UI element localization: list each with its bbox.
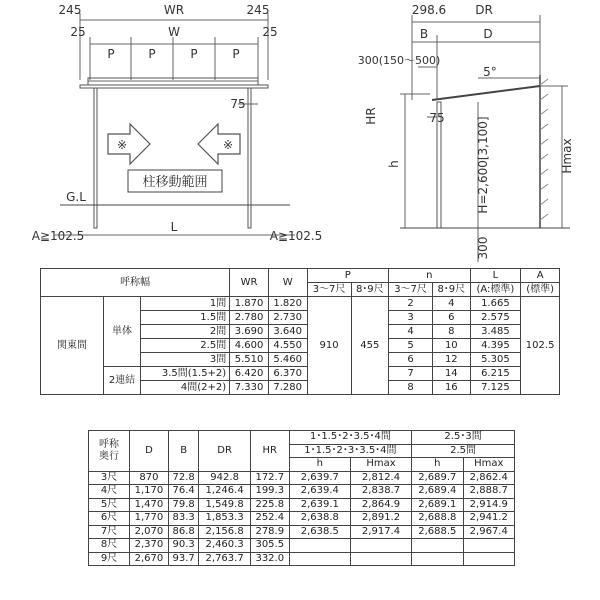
- a-cell: 102.5: [521, 297, 560, 395]
- sub-a: (標準): [521, 283, 560, 297]
- d-cell: 2,670: [130, 552, 169, 566]
- header-h: h: [289, 458, 350, 472]
- n2-cell: 16: [433, 381, 470, 395]
- front-view: [55, 13, 295, 235]
- dr-cell: 2,763.7: [199, 552, 250, 566]
- table-row: [89, 498, 515, 512]
- hr-cell: 332.0: [250, 552, 289, 566]
- depth-cell: 6尺: [89, 512, 130, 526]
- h-cell: 2,689.7: [412, 471, 463, 485]
- hmax-cell: [350, 539, 411, 553]
- hmax-cell: [463, 552, 514, 566]
- dim-a-right: A≧102.5: [269, 229, 323, 243]
- hmax-cell: 2,838.7: [350, 485, 411, 499]
- dim-p: P: [190, 47, 198, 61]
- w-cell: 3.640: [268, 325, 307, 339]
- dim-25-right: 25: [262, 25, 278, 39]
- table-row: [89, 525, 515, 539]
- hmax-cell: [463, 539, 514, 553]
- w-cell: 2.730: [268, 311, 307, 325]
- wr-cell: 7.330: [230, 381, 269, 395]
- dim-l: L: [170, 220, 178, 234]
- depth-cell: 3尺: [89, 471, 130, 485]
- width-cell: 3.5間(1.5+2): [141, 367, 230, 381]
- l-cell: 5.305: [470, 353, 521, 367]
- hr-cell: 305.5: [250, 539, 289, 553]
- hmax-cell: 2,917.4: [350, 525, 411, 539]
- hmax-cell: 2,888.7: [463, 485, 514, 499]
- l-cell: 4.395: [470, 339, 521, 353]
- d-cell: 2,370: [130, 539, 169, 553]
- l-cell: 2.575: [470, 311, 521, 325]
- h-cell: 2,639.7: [289, 471, 350, 485]
- dr-cell: 1,246.4: [199, 485, 250, 499]
- hmax-cell: 2,967.4: [463, 525, 514, 539]
- dim-75: 75: [230, 97, 246, 111]
- hmax-label: Hmax: [560, 138, 574, 174]
- h-cell: [412, 552, 463, 566]
- d-cell: 1,470: [130, 498, 169, 512]
- h-cell: [289, 552, 350, 566]
- wr-cell: 6.420: [230, 367, 269, 381]
- header-n: n: [389, 269, 471, 283]
- range-label: 柱移動範囲: [142, 175, 208, 190]
- dr-cell: 942.8: [199, 471, 250, 485]
- sub-n2: 8･9尺: [433, 283, 470, 297]
- header-b: B: [168, 431, 199, 472]
- sub-p1: 3～7尺: [307, 283, 351, 297]
- n1-cell: 4: [389, 325, 433, 339]
- n1-cell: 8: [389, 381, 433, 395]
- w-cell: 5.460: [268, 353, 307, 367]
- dim-300: 300: [476, 236, 490, 260]
- hmax-cell: 2,891.2: [350, 512, 411, 526]
- group2-bottom: 2.5間: [412, 444, 515, 458]
- b-cell: 76.4: [168, 485, 199, 499]
- header-w: W: [268, 269, 307, 297]
- dr-cell: 1,853.3: [199, 512, 250, 526]
- b-cell: 72.8: [168, 471, 199, 485]
- wr-cell: 1.870: [230, 297, 269, 311]
- dim-75: 75: [429, 111, 445, 125]
- depth-cell: 7尺: [89, 525, 130, 539]
- width-cell: 2.5間: [141, 339, 230, 353]
- depth-cell: 5尺: [89, 498, 130, 512]
- dim-p: P: [148, 47, 156, 61]
- width-cell: 3間: [141, 353, 230, 367]
- sub-n1: 3～7尺: [389, 283, 433, 297]
- range-arrow-right-icon: [108, 124, 150, 164]
- width-cell: 1間: [141, 297, 230, 311]
- h-cell: 2,689.1: [412, 498, 463, 512]
- wr-cell: 5.510: [230, 353, 269, 367]
- d-cell: 1,170: [130, 485, 169, 499]
- l-cell: 6.215: [470, 367, 521, 381]
- h-cell: 2,639.4: [289, 485, 350, 499]
- dim-25-left: 25: [70, 25, 86, 39]
- d-cell: 870: [130, 471, 169, 485]
- mark-left: ※: [116, 138, 128, 152]
- width-table: [40, 268, 560, 395]
- header-h: h: [412, 458, 463, 472]
- p2-cell: 455: [351, 297, 388, 395]
- n1-cell: 2: [389, 297, 433, 311]
- header-p: P: [307, 269, 389, 283]
- n2-cell: 6: [433, 311, 470, 325]
- table-row: [89, 512, 515, 526]
- h-cell: 2,639.1: [289, 498, 350, 512]
- h-label: h: [387, 160, 401, 168]
- w-cell: 4.550: [268, 339, 307, 353]
- dim-300-range: 300(150～500): [357, 54, 441, 67]
- hmax-cell: 2,862.4: [463, 471, 514, 485]
- dim-p: P: [107, 47, 115, 61]
- n2-cell: 12: [433, 353, 470, 367]
- group2-top: 2.5･3間: [412, 431, 515, 445]
- hmax-cell: [350, 552, 411, 566]
- hr-cell: 278.9: [250, 525, 289, 539]
- p1-cell: 910: [307, 297, 351, 395]
- double-cell: 2連結: [104, 367, 141, 395]
- hr-cell: 225.8: [250, 498, 289, 512]
- n2-cell: 14: [433, 367, 470, 381]
- group1-top: 1･1.5･2･3.5･4間: [289, 431, 411, 445]
- header-dr: DR: [199, 431, 250, 472]
- n1-cell: 5: [389, 339, 433, 353]
- hr-cell: 252.4: [250, 512, 289, 526]
- header-wr: WR: [230, 269, 269, 297]
- gl-label: G.L: [66, 190, 86, 204]
- h-cell: [289, 539, 350, 553]
- dim-dr: DR: [475, 3, 493, 17]
- angle-label: 5°: [483, 65, 497, 79]
- dr-cell: 2,156.8: [199, 525, 250, 539]
- sub-p2: 8･9尺: [351, 283, 388, 297]
- width-cell: 4間(2+2): [141, 381, 230, 395]
- n1-cell: 6: [389, 353, 433, 367]
- wr-cell: 3.690: [230, 325, 269, 339]
- hmax-cell: 2,812.4: [350, 471, 411, 485]
- n2-cell: 10: [433, 339, 470, 353]
- header-l: L: [470, 269, 521, 283]
- width-cell: 1.5間: [141, 311, 230, 325]
- single-cell: 単体: [104, 297, 141, 367]
- d-cell: 1,770: [130, 512, 169, 526]
- h-cell: 2,638.5: [289, 525, 350, 539]
- hmax-cell: 2,914.9: [463, 498, 514, 512]
- header-depth-line2: 奥行: [99, 450, 119, 462]
- dim-w: W: [168, 25, 180, 39]
- h-cell: 2,689.4: [412, 485, 463, 499]
- width-cell: 2間: [141, 325, 230, 339]
- w-cell: 6.370: [268, 367, 307, 381]
- table-row: [89, 471, 515, 485]
- l-cell: 3.485: [470, 325, 521, 339]
- sub-l: (A:標準): [470, 283, 521, 297]
- header-hmax: Hmax: [463, 458, 514, 472]
- dim-d: D: [483, 27, 493, 41]
- h-cell: [412, 539, 463, 553]
- l-cell: 1.665: [470, 297, 521, 311]
- d-cell: 2,070: [130, 525, 169, 539]
- dr-cell: 2,460.3: [199, 539, 250, 553]
- depth-cell: 4尺: [89, 485, 130, 499]
- header-a: A: [521, 269, 560, 283]
- depth-table: [88, 430, 515, 566]
- b-cell: 83.3: [168, 512, 199, 526]
- wr-cell: 4.600: [230, 339, 269, 353]
- header-depth-line1: 呼称: [99, 438, 119, 450]
- n1-cell: 7: [389, 367, 433, 381]
- h-cell: 2,688.8: [412, 512, 463, 526]
- header-width: 呼称幅: [41, 269, 230, 297]
- hmax-cell: 2,941.2: [463, 512, 514, 526]
- hr-cell: 199.3: [250, 485, 289, 499]
- group1-bottom: 1･1.5･2･3･3.5･4間: [289, 444, 411, 458]
- hr-cell: 172.7: [250, 471, 289, 485]
- region-cell: 関東間: [41, 297, 104, 395]
- dim-a-left: A≧102.5: [31, 229, 85, 243]
- h-cell: 2,688.5: [412, 525, 463, 539]
- table-row: [89, 485, 515, 499]
- dim-b: B: [419, 27, 429, 41]
- header-hr: HR: [250, 431, 289, 472]
- dim-p: P: [232, 47, 240, 61]
- dim-298: 298.6: [411, 3, 447, 17]
- dr-cell: 1,549.8: [199, 498, 250, 512]
- b-cell: 93.7: [168, 552, 199, 566]
- hmax-cell: 2,864.9: [350, 498, 411, 512]
- l-cell: 7.125: [470, 381, 521, 395]
- drawings: [0, 0, 600, 265]
- n2-cell: 4: [433, 297, 470, 311]
- wr-cell: 2.780: [230, 311, 269, 325]
- b-cell: 90.3: [168, 539, 199, 553]
- mark-right: ※: [222, 138, 234, 152]
- dim-245-right: 245: [246, 3, 270, 17]
- table-row: [89, 552, 515, 566]
- depth-cell: 9尺: [89, 552, 130, 566]
- b-cell: 79.8: [168, 498, 199, 512]
- n2-cell: 8: [433, 325, 470, 339]
- header-depth: [89, 431, 130, 472]
- dim-wr: WR: [163, 3, 185, 17]
- range-arrow-left-icon: [198, 124, 240, 164]
- w-cell: 7.280: [268, 381, 307, 395]
- b-cell: 86.8: [168, 525, 199, 539]
- w-cell: 1.820: [268, 297, 307, 311]
- header-d: D: [130, 431, 169, 472]
- dim-245-left: 245: [58, 3, 82, 17]
- depth-cell: 8尺: [89, 539, 130, 553]
- header-hmax: Hmax: [350, 458, 411, 472]
- hr-label: HR: [364, 107, 378, 125]
- post-height: H=2,600[3,100]: [476, 116, 490, 214]
- n1-cell: 3: [389, 311, 433, 325]
- h-cell: 2,638.8: [289, 512, 350, 526]
- table-row: [89, 539, 515, 553]
